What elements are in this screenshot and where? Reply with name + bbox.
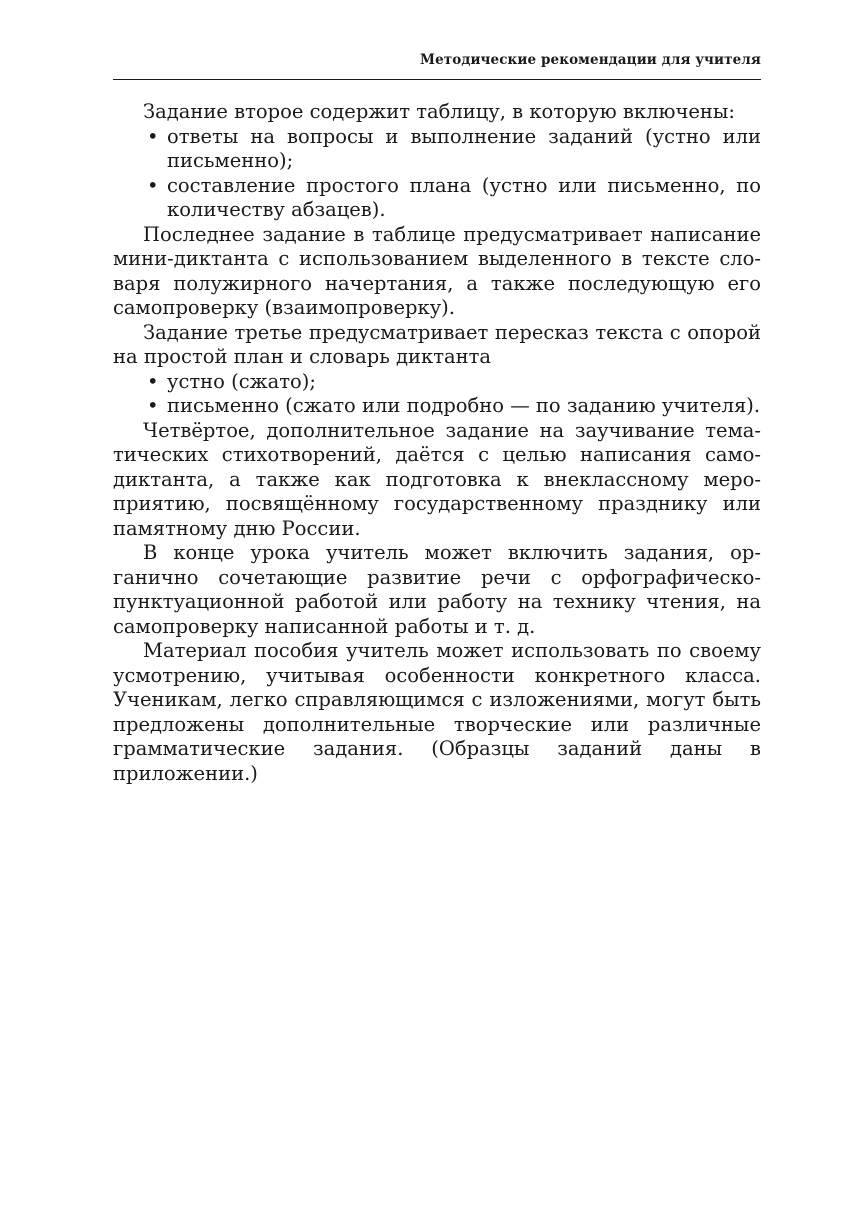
list-item-text: устно (сжато); xyxy=(167,369,316,393)
list-item-text: письменно (сжато или подробно — по заданию учителя). xyxy=(167,394,761,417)
running-head: Методические рекомендации для учителя xyxy=(420,52,761,68)
paragraph: В конце урока учитель может включить задания, органично сочетающие развитие речи с орфографическо-пунктуационной работой или работу на технику чтения, на самопроверку написанной работы и т. д. xyxy=(113,541,761,638)
bullet-list xyxy=(113,125,761,223)
list-item xyxy=(113,125,761,174)
bullet-icon: • xyxy=(147,173,159,197)
list-item xyxy=(113,370,761,395)
list-item-text: ответы на вопросы и выполнение заданий (устно или письменно); xyxy=(167,124,761,172)
paragraph: Материал пособия учитель может использовать по своему усмотрению, учитывая особенности конкретного класса. Ученикам, легко справляющимся с изложениями, могут быть предложены дополнительные творческие или различные грамматические задания. (Образцы заданий даны в приложении.) xyxy=(113,639,761,785)
paragraph: Задание третье предусматривает пересказ текста с опорой на простой план и словарь диктанта xyxy=(113,320,761,368)
bullet-icon: • xyxy=(147,369,159,393)
list-item xyxy=(113,394,761,419)
bullet-list xyxy=(113,370,761,419)
paragraph: Задание второе содержит таблицу, в которую включены: xyxy=(143,100,735,123)
header-rule xyxy=(113,79,761,80)
list-item xyxy=(113,174,761,223)
bullet-icon: • xyxy=(147,394,159,417)
bullet-icon: • xyxy=(147,124,159,148)
list-item-text: составление простого плана (устно или письменно, по количеству абзацев). xyxy=(167,173,761,221)
page-body xyxy=(113,100,761,786)
paragraph: Четвёртое, дополнительное задание на заучивание тематических стихотворений, даётся с целью написания самодиктанта, а также как подготовка к внеклассному мероприятию, посвящённому государственному празднику или памятному дню России. xyxy=(113,418,761,540)
paragraph: Последнее задание в таблице предусматривает написание мини-диктанта с использованием выделенного в тексте словаря полужирного начертания, а также последующую его самопроверку (взаимопроверку). xyxy=(113,222,761,319)
